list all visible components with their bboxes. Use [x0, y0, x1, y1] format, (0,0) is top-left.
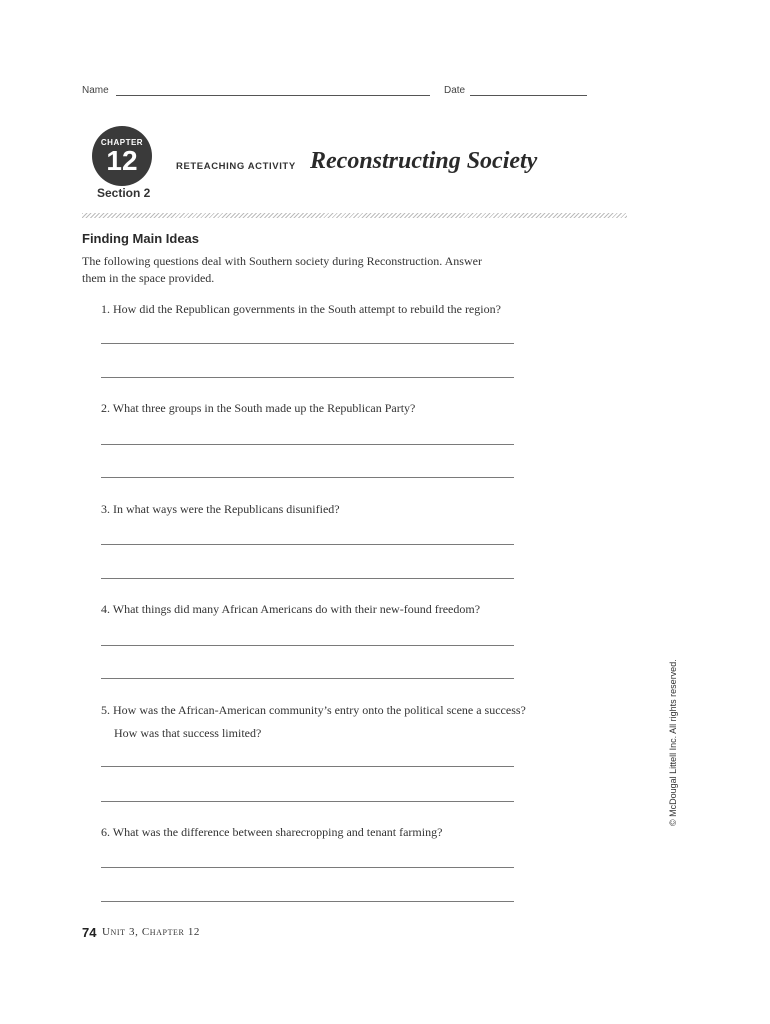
question-5 [101, 702, 526, 742]
activity-label: RETEACHING ACTIVITY [176, 161, 296, 172]
instructions: The following questions deal with Southern society during Reconstruction. Answer them in the space provided. [82, 254, 482, 285]
question-5-continuation: How was that success limited? [114, 726, 262, 740]
name-field-line[interactable] [116, 95, 430, 96]
section-heading: Finding Main Ideas [82, 231, 200, 246]
question-2 [101, 400, 415, 417]
answer-line[interactable] [101, 867, 514, 868]
chapter-badge [92, 126, 152, 186]
name-label: Name [82, 85, 109, 96]
question-2-text: 2. What three groups in the South made up the Republican Party? [101, 401, 416, 415]
answer-line[interactable] [101, 901, 514, 902]
question-4 [101, 601, 480, 618]
answer-line[interactable] [101, 343, 514, 344]
question-1 [101, 301, 501, 318]
question-1-text: 1. How did the Republican governments in the South attempt to rebuild the region? [101, 302, 501, 316]
question-6-text: 6. What was the difference between sharecropping and tenant farming? [101, 825, 443, 839]
answer-line[interactable] [101, 477, 514, 478]
question-6 [101, 824, 442, 841]
answer-line[interactable] [101, 544, 514, 545]
answer-line[interactable] [101, 444, 514, 445]
section-label: Section 2 [97, 186, 151, 200]
unit-chapter-label: Unit 3, Chapter 12 [102, 926, 201, 938]
answer-line[interactable] [101, 578, 514, 579]
question-4-text: 4. What things did many African Americans do with their new-found freedom? [101, 602, 481, 616]
copyright-notice: © McDougal Littell Inc. All rights reserved. [668, 659, 678, 826]
question-3 [101, 501, 340, 518]
answer-line[interactable] [101, 801, 514, 802]
date-label: Date [444, 85, 466, 96]
chapter-number: 12 [106, 145, 138, 176]
answer-line[interactable] [101, 645, 514, 646]
date-field-line[interactable] [470, 95, 587, 96]
answer-line[interactable] [101, 377, 514, 378]
page-number: 74 [82, 925, 97, 940]
chapter-word: CHAPTER [100, 138, 144, 147]
question-3-text: 3. In what ways were the Republicans disunified? [101, 502, 340, 516]
page-title: Reconstructing Society [310, 148, 538, 174]
question-5-text: 5. How was the African-American community’s entry onto the political scene a success? [101, 703, 526, 717]
answer-line[interactable] [101, 678, 514, 679]
answer-line[interactable] [101, 766, 514, 767]
decorative-divider [82, 213, 627, 218]
